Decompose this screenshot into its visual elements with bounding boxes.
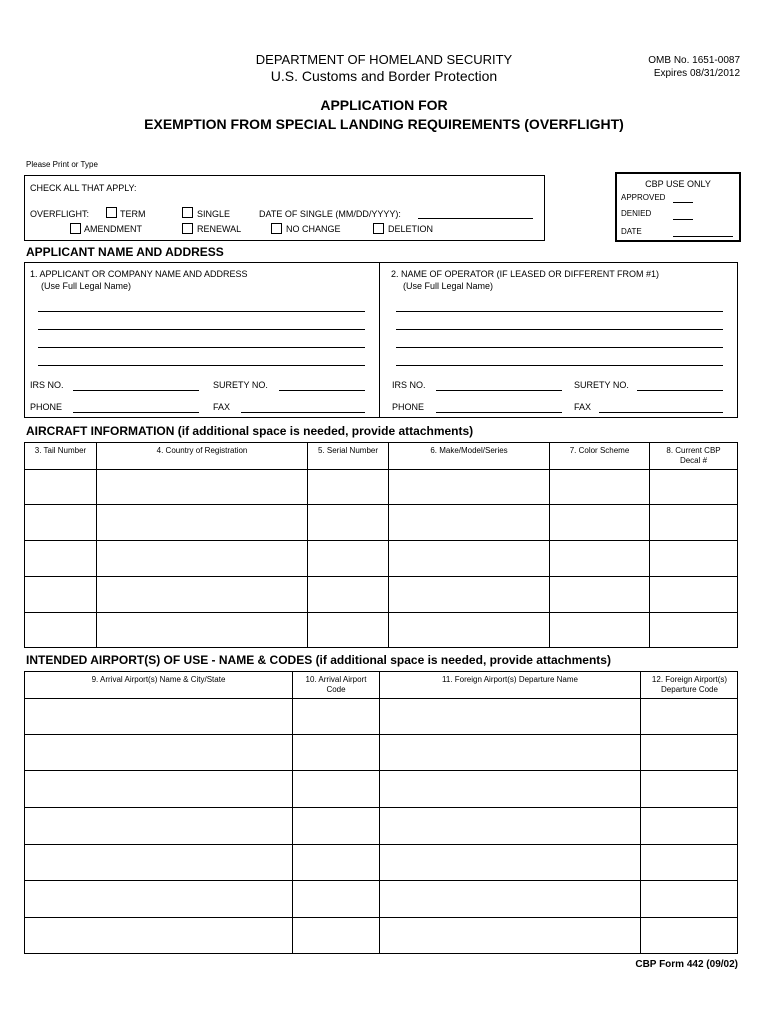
fax-field-2[interactable] [599, 412, 723, 413]
applicant-name-line-3[interactable] [38, 347, 365, 348]
col-serial-number: 5. Serial Number [317, 446, 379, 455]
form-title-line2: EXEMPTION FROM SPECIAL LANDING REQUIREMENTS (OVERFLIGHT) [144, 116, 624, 132]
col-foreign-airport-code-2: Departure Code [661, 685, 718, 694]
single-checkbox[interactable] [182, 207, 193, 218]
applicant-box [24, 262, 738, 418]
cbp-use-box [615, 172, 741, 242]
irs-field-1[interactable] [73, 390, 199, 391]
deletion-checkbox[interactable] [373, 223, 384, 234]
phone-label-1: PHONE [30, 402, 63, 412]
applicant-section-title: APPLICANT NAME AND ADDRESS [26, 245, 224, 259]
fax-field-1[interactable] [241, 412, 365, 413]
phone-field-2[interactable] [436, 412, 562, 413]
denied-label: DENIED [621, 209, 652, 218]
omb-number: OMB No. 1651-0087 [648, 55, 740, 66]
col-country-registration: 4. Country of Registration [156, 446, 248, 455]
col-arrival-airport-code-2: Code [326, 685, 346, 694]
no-change-label: NO CHANGE [286, 224, 341, 234]
applicant-name-line-1[interactable] [38, 311, 365, 312]
amendment-label: AMENDMENT [84, 224, 142, 234]
field-1-sublabel: (Use Full Legal Name) [41, 281, 132, 291]
cbp-use-title: CBP USE ONLY [645, 179, 711, 189]
aircraft-table [24, 442, 738, 648]
amendment-checkbox[interactable] [70, 223, 81, 234]
field-2-label: 2. NAME OF OPERATOR (IF LEASED OR DIFFERENT FROM #1) [391, 269, 660, 279]
applicant-name-line-4[interactable] [38, 365, 365, 366]
surety-label-2: SURETY NO. [574, 380, 629, 390]
col-arrival-airport-code: 10. Arrival Airport [305, 675, 367, 684]
airports-table [24, 671, 738, 954]
check-all-box [24, 175, 545, 241]
operator-name-line-2[interactable] [396, 329, 723, 330]
aircraft-section-title: AIRCRAFT INFORMATION (if additional space is needed, provide attachments) [26, 424, 474, 438]
single-label: SINGLE [197, 209, 231, 219]
date-of-single-field[interactable] [418, 218, 533, 219]
field-1-label: 1. APPLICANT OR COMPANY NAME AND ADDRESS [30, 269, 248, 279]
surety-label-1: SURETY NO. [213, 380, 268, 390]
col-foreign-airport-code: 12. Foreign Airport(s) [651, 675, 728, 684]
phone-field-1[interactable] [73, 412, 199, 413]
irs-field-2[interactable] [436, 390, 562, 391]
operator-name-line-4[interactable] [396, 365, 723, 366]
irs-label-2: IRS NO. [392, 380, 426, 390]
denied-field[interactable] [673, 219, 693, 220]
surety-field-1[interactable] [279, 390, 365, 391]
deletion-label: DELETION [388, 224, 434, 234]
phone-label-2: PHONE [392, 402, 425, 412]
overflight-label: OVERFLIGHT: [30, 209, 90, 219]
date-field[interactable] [673, 236, 733, 237]
check-heading: CHECK ALL THAT APPLY: [30, 183, 137, 193]
field-2-sublabel: (Use Full Legal Name) [403, 281, 494, 291]
col-current-decal-2: Decal # [679, 456, 708, 465]
print-note: Please Print or Type [26, 160, 98, 169]
fax-label-2: FAX [574, 402, 592, 412]
operator-name-line-3[interactable] [396, 347, 723, 348]
surety-field-2[interactable] [637, 390, 723, 391]
col-make-model: 6. Make/Model/Series [430, 446, 508, 455]
form-title-line1: APPLICATION FOR [320, 97, 448, 113]
renewal-label: RENEWAL [197, 224, 242, 234]
fax-label-1: FAX [213, 402, 231, 412]
airports-section-title: INTENDED AIRPORT(S) OF USE - NAME & CODES (if additional space is needed, provide attachments) [26, 653, 611, 667]
col-tail-number: 3. Tail Number [34, 446, 87, 455]
no-change-checkbox[interactable] [271, 223, 282, 234]
agency-name: U.S. Customs and Border Protection [270, 68, 498, 84]
expiration-date: Expires 08/31/2012 [653, 68, 740, 79]
col-arrival-airport-name: 9. Arrival Airport(s) Name & City/State [91, 675, 226, 684]
form-number: CBP Form 442 (09/02) [635, 959, 738, 970]
operator-name-line-1[interactable] [396, 311, 723, 312]
term-label: TERM [120, 209, 146, 219]
term-checkbox[interactable] [106, 207, 117, 218]
irs-label-1: IRS NO. [30, 380, 64, 390]
approved-label: APPROVED [621, 193, 666, 202]
department-name: DEPARTMENT OF HOMELAND SECURITY [255, 52, 513, 67]
date-label: DATE [621, 227, 642, 236]
approved-field[interactable] [673, 202, 693, 203]
col-foreign-airport-name: 11. Foreign Airport(s) Departure Name [442, 675, 578, 684]
applicant-name-line-2[interactable] [38, 329, 365, 330]
col-color-scheme: 7. Color Scheme [569, 446, 630, 455]
renewal-checkbox[interactable] [182, 223, 193, 234]
date-of-single-label: DATE OF SINGLE (MM/DD/YYYY): [259, 209, 401, 219]
col-current-decal: 8. Current CBP [666, 446, 721, 455]
